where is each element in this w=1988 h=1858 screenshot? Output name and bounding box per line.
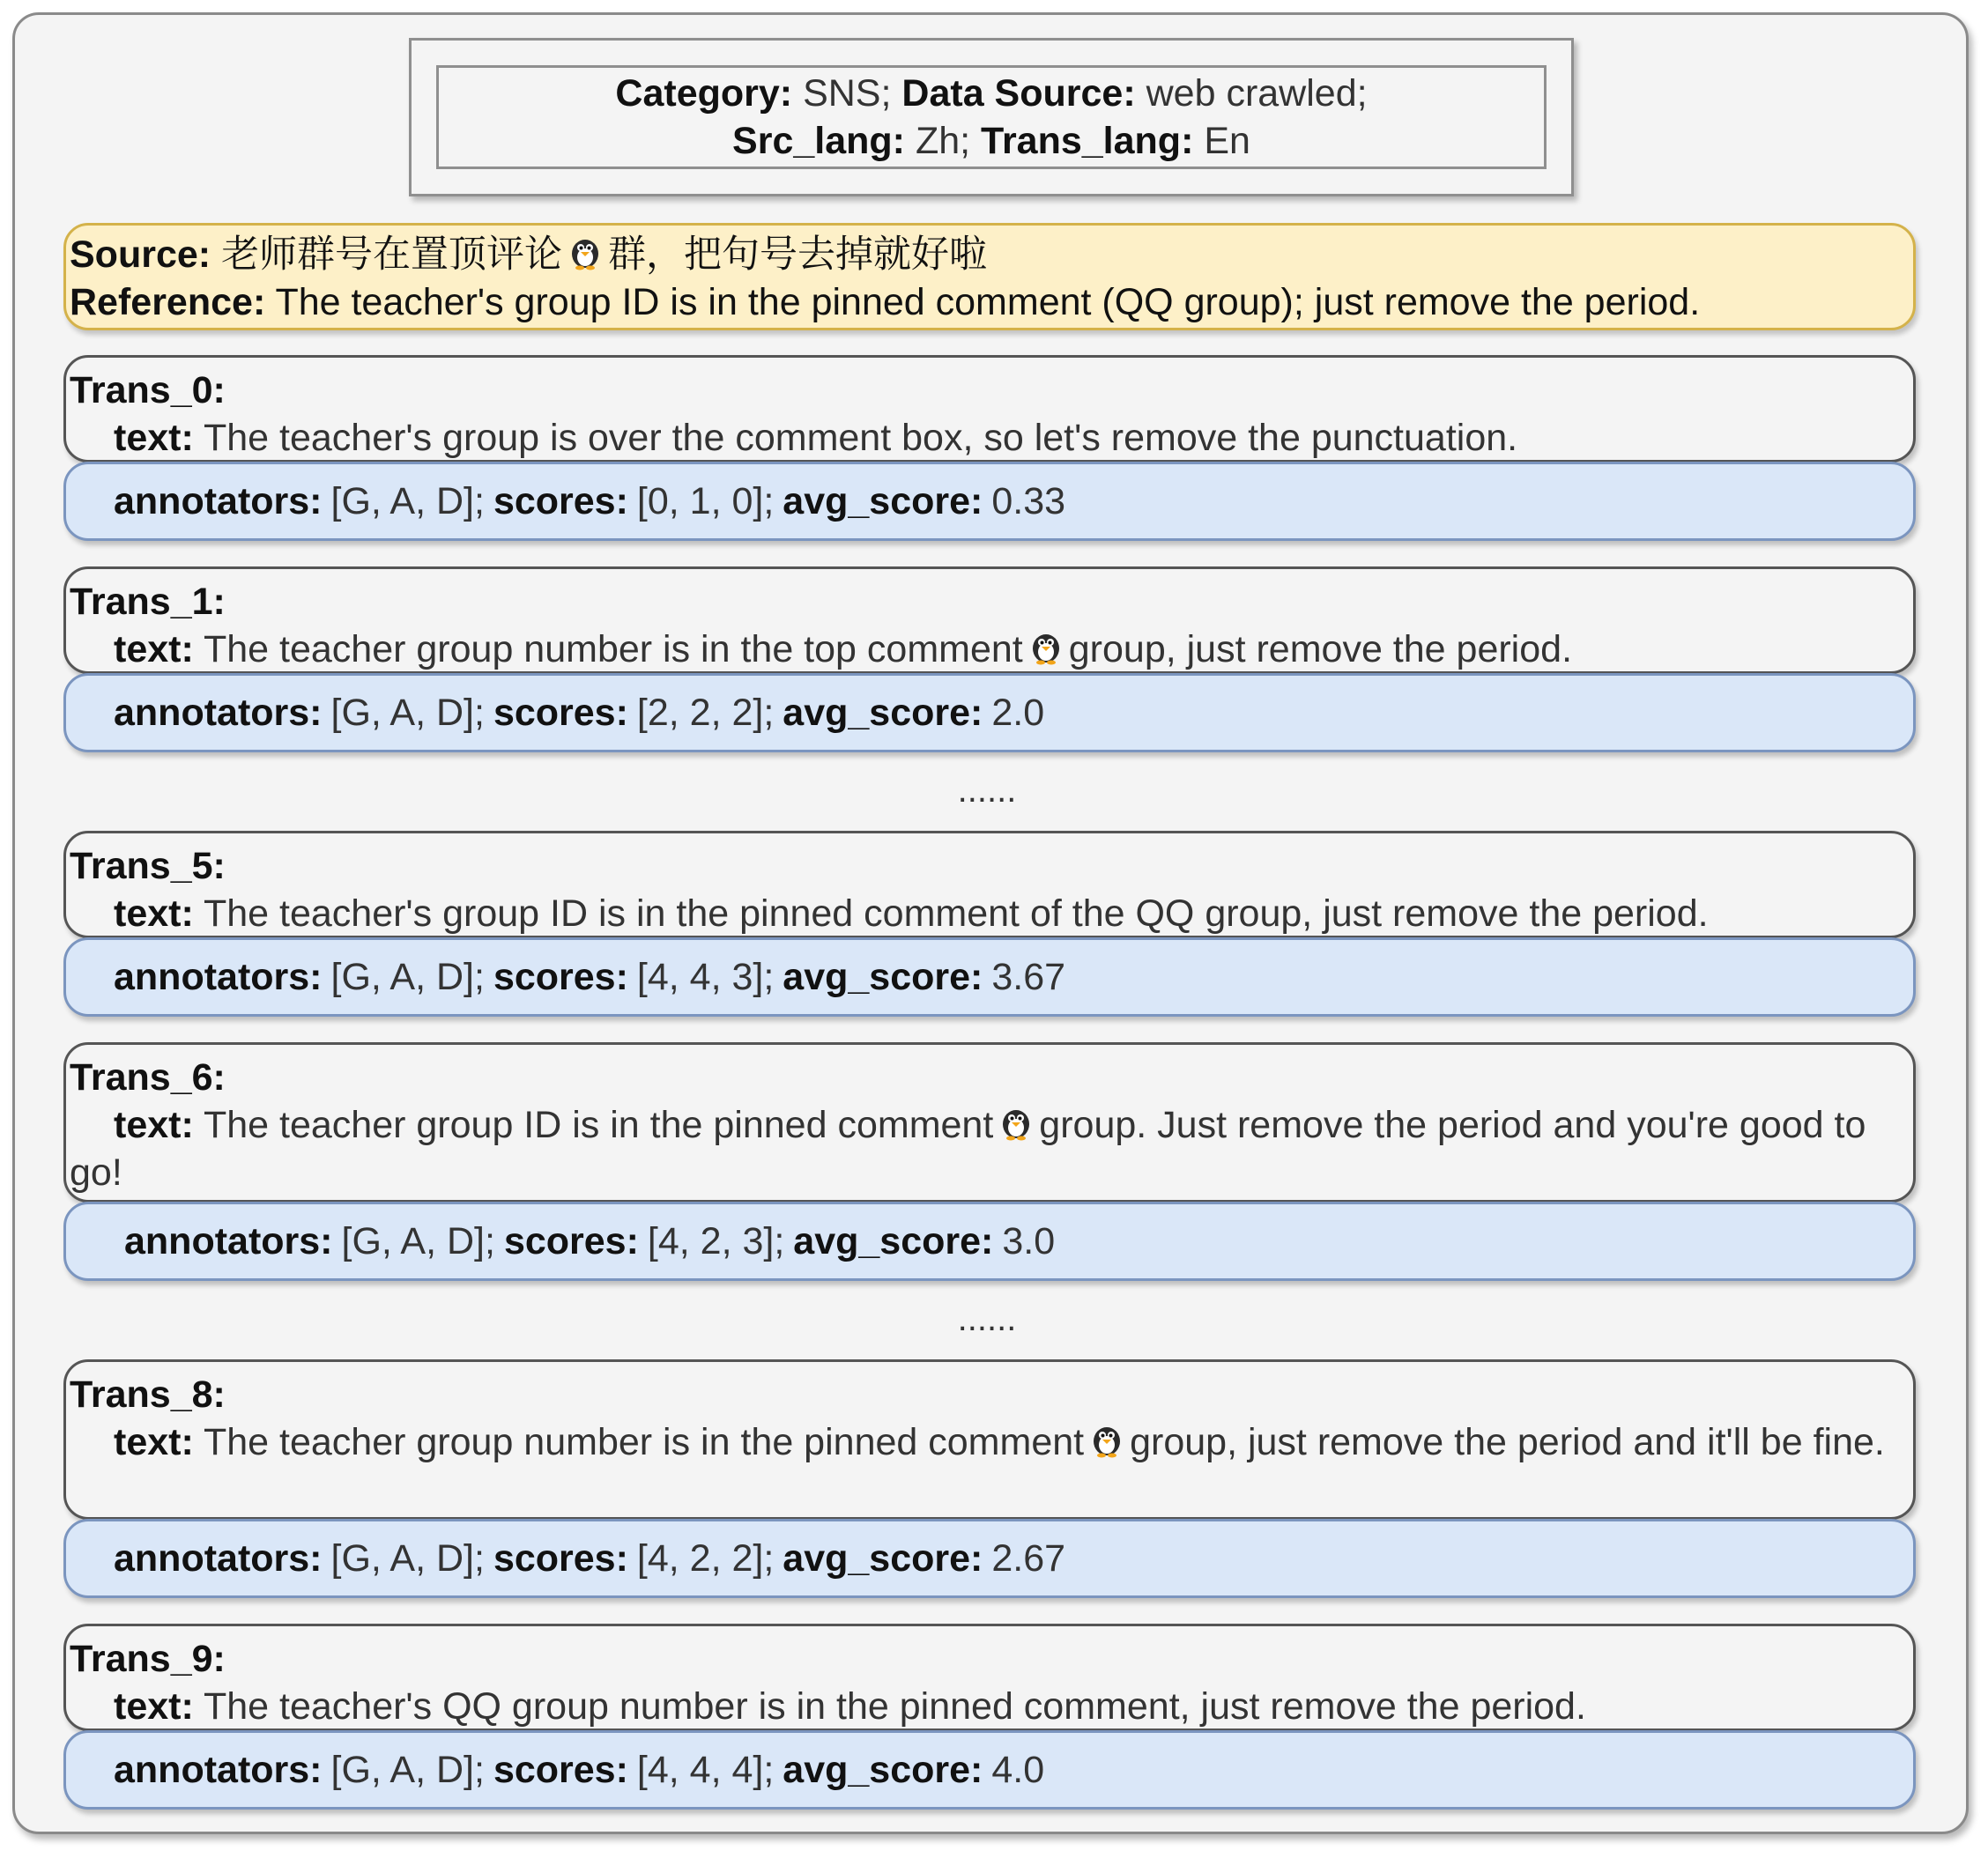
category-label: Category: bbox=[615, 72, 793, 115]
source-label: Source: bbox=[70, 233, 211, 276]
reference-text: The teacher's group ID is in the pinned comment (QQ group); just remove the period. bbox=[275, 281, 1701, 323]
translation-box bbox=[63, 566, 1916, 674]
score-box bbox=[63, 673, 1916, 752]
translation-title: Trans_8: bbox=[70, 1373, 226, 1416]
translation-text-value: The teacher's QQ group number is in the pinned comment, just remove the period. bbox=[203, 1685, 1586, 1728]
ellipsis: ...... bbox=[957, 1299, 1017, 1338]
score-box bbox=[63, 1202, 1916, 1281]
translation-text bbox=[70, 414, 1913, 462]
trans-lang-label: Trans_lang: bbox=[981, 120, 1194, 162]
translation-box bbox=[63, 1042, 1916, 1203]
annotators-value: [G, A, D]; bbox=[330, 1748, 485, 1791]
translation-text bbox=[70, 890, 1913, 937]
src-lang-value: Zh; bbox=[915, 120, 971, 162]
translation-title: Trans_6: bbox=[70, 1056, 226, 1099]
translation-box bbox=[63, 355, 1916, 463]
translation-title: Trans_1: bbox=[70, 581, 226, 623]
translation-text-before: The teacher group number is in the top comment bbox=[203, 628, 1023, 670]
avg-score-value: 2.0 bbox=[991, 691, 1045, 734]
ellipsis: ...... bbox=[957, 771, 1017, 810]
translation-box bbox=[63, 1624, 1916, 1731]
avg-score-value: 4.0 bbox=[991, 1748, 1045, 1791]
scores-value: [2, 2, 2]; bbox=[636, 691, 775, 734]
avg-score-label: avg_score: bbox=[783, 479, 983, 522]
translation-text-after: group, just remove the period. bbox=[1068, 628, 1573, 670]
src-lang-label: Src_lang: bbox=[732, 120, 905, 162]
avg-score-label: avg_score: bbox=[793, 1219, 994, 1262]
category-value: SNS; bbox=[803, 72, 892, 115]
avg-score-label: avg_score: bbox=[783, 1748, 983, 1791]
annotators-label: annotators: bbox=[114, 479, 323, 522]
scores-value: [0, 1, 0]; bbox=[636, 479, 775, 522]
avg-score-label: avg_score: bbox=[783, 691, 983, 734]
scores-label: scores: bbox=[493, 1748, 628, 1791]
text-label: text: bbox=[114, 892, 194, 935]
annotators-label: annotators: bbox=[124, 1219, 333, 1262]
penguin-icon bbox=[567, 235, 603, 270]
scores-value: [4, 2, 2]; bbox=[636, 1536, 775, 1580]
metadata-line-1 bbox=[615, 70, 1367, 117]
scores-label: scores: bbox=[493, 955, 628, 998]
translation-text bbox=[70, 1418, 1913, 1466]
scores-value: [4, 4, 3]; bbox=[636, 955, 775, 998]
translation-text-before: The teacher group ID is in the pinned comment bbox=[203, 1104, 994, 1146]
text-label: text: bbox=[114, 417, 194, 459]
scores-value: [4, 2, 3]; bbox=[647, 1219, 785, 1262]
translation-text-before: The teacher group number is in the pinned comment bbox=[203, 1421, 1085, 1463]
translation-title: Trans_9: bbox=[70, 1638, 226, 1680]
translation-title: Trans_5: bbox=[70, 845, 226, 887]
annotators-value: [G, A, D]; bbox=[330, 955, 485, 998]
avg-score-value: 2.67 bbox=[991, 1536, 1066, 1580]
data-source-label: Data Source: bbox=[901, 72, 1136, 115]
scores-label: scores: bbox=[503, 1219, 639, 1262]
source-line bbox=[70, 231, 1913, 278]
translation-text bbox=[70, 626, 1913, 673]
metadata-header-inner bbox=[436, 65, 1547, 169]
source-reference-box bbox=[63, 223, 1916, 330]
avg-score-label: avg_score: bbox=[783, 955, 983, 998]
annotators-value: [G, A, D]; bbox=[341, 1219, 495, 1262]
score-box bbox=[63, 1730, 1916, 1810]
translation-text-after: group. Just remove the period and you're good to go! bbox=[70, 1104, 1866, 1194]
avg-score-value: 0.33 bbox=[991, 479, 1066, 522]
avg-score-value: 3.67 bbox=[991, 955, 1066, 998]
penguin-icon bbox=[998, 1106, 1034, 1141]
score-box bbox=[63, 1519, 1916, 1598]
metadata-line-2 bbox=[732, 117, 1250, 165]
reference-label: Reference: bbox=[70, 281, 266, 323]
translation-text-after: group, just remove the period and it'll be fine. bbox=[1130, 1421, 1885, 1463]
translation-box bbox=[63, 1359, 1916, 1520]
avg-score-label: avg_score: bbox=[783, 1536, 983, 1580]
annotators-label: annotators: bbox=[114, 1748, 323, 1791]
score-box bbox=[63, 462, 1916, 541]
translation-text bbox=[70, 1683, 1913, 1730]
text-label: text: bbox=[114, 1421, 194, 1463]
penguin-icon bbox=[1089, 1423, 1124, 1458]
text-label: text: bbox=[114, 628, 194, 670]
penguin-icon bbox=[1028, 630, 1064, 665]
scores-label: scores: bbox=[493, 691, 628, 734]
score-box bbox=[63, 937, 1916, 1017]
annotators-label: annotators: bbox=[114, 1536, 323, 1580]
translation-text-value: The teacher's group ID is in the pinned comment of the QQ group, just remove the period. bbox=[203, 892, 1709, 935]
annotators-label: annotators: bbox=[114, 691, 323, 734]
translation-text-value: The teacher's group is over the comment box, so let's remove the punctuation. bbox=[203, 417, 1518, 459]
scores-label: scores: bbox=[493, 1536, 628, 1580]
trans-lang-value: En bbox=[1204, 120, 1250, 162]
translation-text bbox=[70, 1101, 1913, 1196]
annotators-value: [G, A, D]; bbox=[330, 1536, 485, 1580]
scores-label: scores: bbox=[493, 479, 628, 522]
scores-value: [4, 4, 4]; bbox=[636, 1748, 775, 1791]
annotators-value: [G, A, D]; bbox=[330, 691, 485, 734]
reference-line bbox=[70, 278, 1913, 326]
avg-score-value: 3.0 bbox=[1002, 1219, 1056, 1262]
source-text-after: 群，把句号去掉就好啦 bbox=[608, 233, 988, 276]
data-source-value: web crawled; bbox=[1146, 72, 1368, 115]
annotators-value: [G, A, D]; bbox=[330, 479, 485, 522]
translation-title: Trans_0: bbox=[70, 369, 226, 411]
annotators-label: annotators: bbox=[114, 955, 323, 998]
text-label: text: bbox=[114, 1104, 194, 1146]
translation-box bbox=[63, 831, 1916, 938]
text-label: text: bbox=[114, 1685, 194, 1728]
metadata-header bbox=[409, 38, 1574, 196]
source-text-before: 老师群号在置顶评论 bbox=[221, 233, 563, 276]
